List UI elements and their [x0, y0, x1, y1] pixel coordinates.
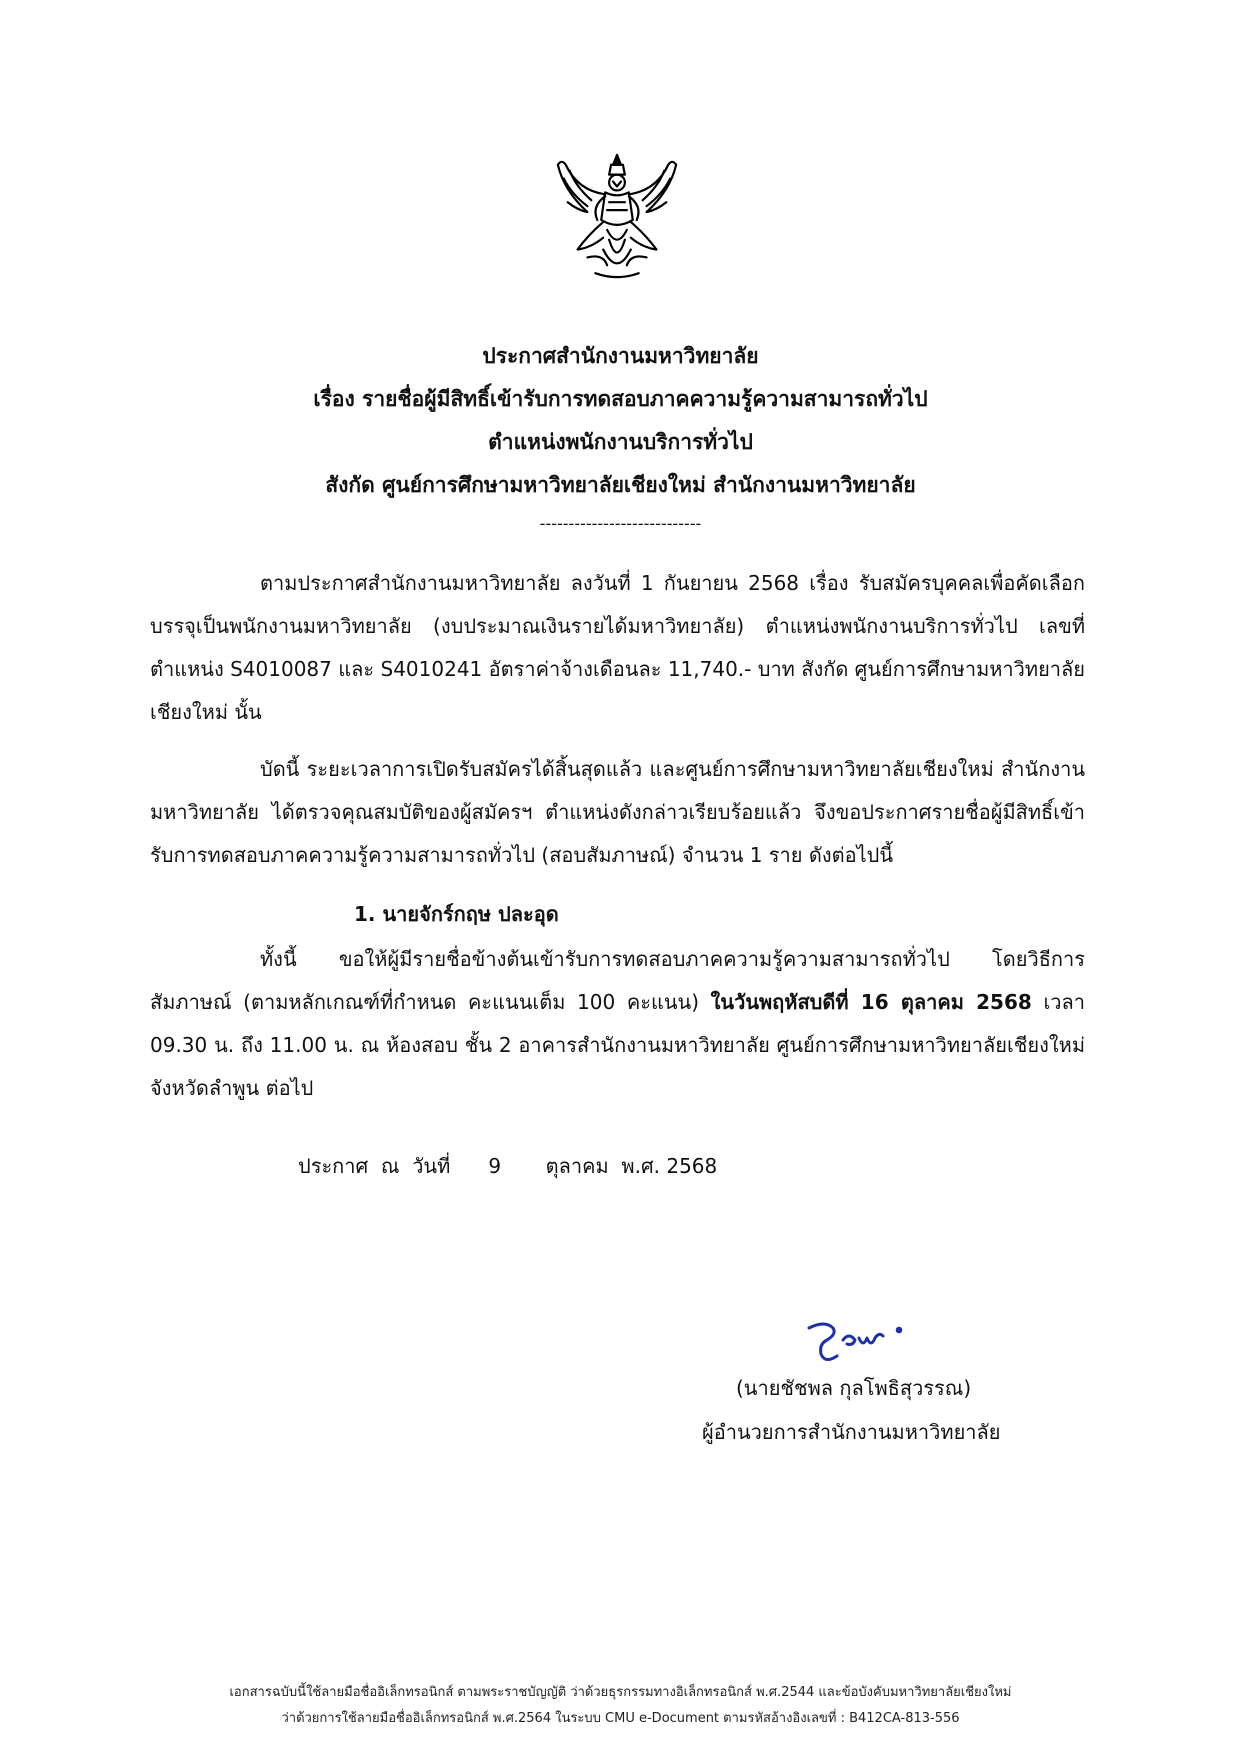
footer-line-1: เอกสารฉบับนี้ใช้ลายมือชื่ออิเล็กทรอนิกส์ ตามพระราชบัญญัติ ว่าด้วยธุรกรรมทางอิเล็กทรอนิกส์ พ.ศ.2544 และข้อบังคับมหาวิทยาลัยเชียงใหม่	[229, 1685, 1012, 1700]
exam-date-bold: ในวันพฤหัสบดีที่ 16 ตุลาคม 2568	[710, 990, 1032, 1014]
exam-details-text-2: เวลา 09.30 น. ถึง 11.00 น. ณ ห้องสอบ ชั้น 2 อาคารสำนักงานมหาวิทยาลัย ศูนย์การศึกษามหาวิทยาลัยเชียงใหม่ จังหวัดลำพูน ต่อไป	[150, 990, 1086, 1100]
nominee-list-item: 1. นายจักร์กฤษ ปละอุด	[354, 902, 559, 926]
announcement-date: ประกาศ ณ วันที่ 9 ตุลาคม พ.ศ. 2568	[298, 1154, 718, 1178]
footer-line-2: ว่าด้วยการใช้ลายมือชื่ออิเล็กทรอนิกส์ พ.ศ.2564 ในระบบ CMU e-Document ตามรหัสอ้างอิงเลขที่ : B412CA-813-556	[281, 1711, 960, 1726]
e-document-footer	[0, 1680, 1241, 1732]
paragraph-announcement: บัดนี้ ระยะเวลาการเปิดรับสมัครได้สิ้นสุดแล้ว และศูนย์การศึกษามหาวิทยาลัยเชียงใหม่ สำนักงานมหาวิทยาลัย ได้ตรวจคุณสมบัติของผู้สมัครฯ ตำแหน่งดังกล่าวเรียบร้อยแล้ว จึงขอประกาศรายชื่อผู้มีสิทธิ์เข้ารับการทดสอบภาคความรู้ความสามารถทั่วไป (สอบสัมภาษณ์) จำนวน 1 ราย ดังต่อไปนี้	[150, 757, 1085, 867]
signer-title: ผู้อำนวยการสำนักงานมหาวิทยาลัย	[702, 1420, 1001, 1444]
announcement-title: ประกาศสำนักงานมหาวิทยาลัย	[482, 344, 759, 368]
handwritten-signature-icon	[803, 1310, 913, 1370]
exam-details-text: ทั้งนี้ ขอให้ผู้มีรายชื่อข้างต้นเข้ารับการทดสอบภาคความรู้ความสามารถทั่วไป โดยวิธีการสัมภาษณ์ (ตามหลักเกณฑ์ที่กำหนด คะแนนเต็ม 100 คะแนน)	[150, 947, 1085, 1014]
garuda-emblem-icon	[548, 150, 686, 285]
subject-line: เรื่อง รายชื่อผู้มีสิทธิ์เข้ารับการทดสอบภาคความรู้ความสามารถทั่วไป	[313, 387, 928, 411]
position-line: ตำแหน่งพนักงานบริการทั่วไป	[488, 430, 753, 454]
paragraph-reference: ตามประกาศสำนักงานมหาวิทยาลัย ลงวันที่ 1 กันยายน 2568 เรื่อง รับสมัครบุคคลเพื่อคัดเลือกบรรจุเป็นพนักงานมหาวิทยาลัย (งบประมาณเงินรายได้มหาวิทยาลัย) ตำแหน่งพนักงานบริการทั่วไป เลขที่ตำแหน่ง S4010087 และ S4010241 อัตราค่าจ้างเดือนละ 11,740.- บาท สังกัด ศูนย์การศึกษามหาวิทยาลัยเชียงใหม่ นั้น	[150, 571, 1085, 724]
signer-name: (นายชัชพล กุลโพธิสุวรรณ)	[736, 1376, 972, 1400]
title-divider: ----------------------------	[539, 514, 702, 533]
affiliation-line: สังกัด ศูนย์การศึกษามหาวิทยาลัยเชียงใหม่ สำนักงานมหาวิทยาลัย	[325, 473, 916, 497]
paragraph-exam-details	[150, 938, 1085, 1110]
